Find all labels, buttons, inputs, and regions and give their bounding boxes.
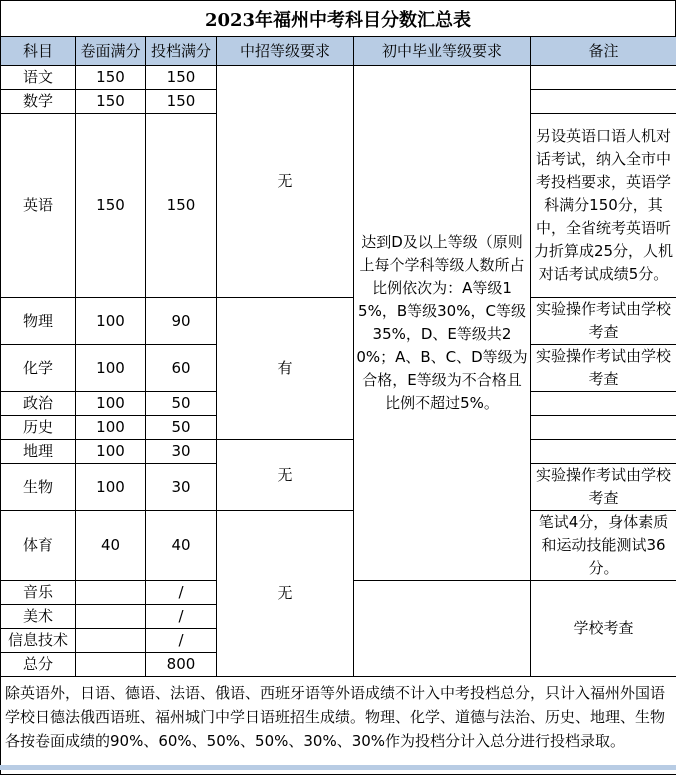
table-row <box>1 440 676 464</box>
subject-cell: 语文 <box>1 66 76 90</box>
toudang-score-cell: / <box>146 605 217 629</box>
footer-note: 除英语外，日语、德语、法语、俄语、西班牙语等外语成绩不计入中考投档总分，只计入福州外国语学校日德法俄西语班、福州城门中学日语班招生成绩。物理、化学、道德与法治、历史、地理、生物各按卷面成绩的90%、60%、50%、50%、30%、30%作为投档分计入总分进行投档录取。 <box>1 677 676 775</box>
full-score-cell: 150 <box>76 90 146 114</box>
subject-cell: 音乐 <box>1 581 76 605</box>
note-cell <box>531 416 676 440</box>
note-english: 另设英语口语人机对话考试，纳入全市中考投档要求，英语学科满分150分，其中，全省统考英语听力折算成25分，人机对话考试成绩5分。 <box>531 114 676 298</box>
header-full-score: 卷面满分 <box>76 37 146 66</box>
header-graduation-grade: 初中毕业等级要求 <box>354 37 531 66</box>
toudang-score-cell: 30 <box>146 464 217 511</box>
full-score-cell: 100 <box>76 392 146 416</box>
toudang-score-cell: 90 <box>146 298 217 345</box>
zhongzhao-cell-group3: 无 <box>217 440 354 511</box>
full-score-cell: 100 <box>76 298 146 345</box>
subject-cell: 化学 <box>1 345 76 392</box>
bottom-bar <box>0 765 676 770</box>
toudang-score-cell: 40 <box>146 511 217 581</box>
header-zhongzhao-grade: 中招等级要求 <box>217 37 354 66</box>
toudang-score-cell: / <box>146 629 217 653</box>
table-title: 2023年福州中考科目分数汇总表 <box>0 0 676 36</box>
toudang-score-cell: 150 <box>146 114 217 298</box>
full-score-cell: 40 <box>76 511 146 581</box>
header-row <box>1 37 676 66</box>
table-row <box>1 511 676 581</box>
graduation-empty-cell <box>354 581 531 677</box>
note-physics: 实验操作考试由学校考查 <box>531 298 676 345</box>
zhongzhao-cell-group2: 有 <box>217 298 354 440</box>
header-notes: 备注 <box>531 37 676 66</box>
toudang-score-cell: 50 <box>146 416 217 440</box>
toudang-score-cell: 50 <box>146 392 217 416</box>
full-score-cell: 150 <box>76 66 146 90</box>
subject-cell: 数学 <box>1 90 76 114</box>
subject-cell: 生物 <box>1 464 76 511</box>
full-score-cell <box>76 653 146 677</box>
header-subject: 科目 <box>1 37 76 66</box>
full-score-cell: 150 <box>76 114 146 298</box>
note-pe: 笔试4分，身体素质和运动技能测试36分。 <box>531 511 676 581</box>
full-score-cell: 100 <box>76 416 146 440</box>
subject-cell: 美术 <box>1 605 76 629</box>
full-score-cell: 100 <box>76 464 146 511</box>
toudang-score-cell: 150 <box>146 66 217 90</box>
toudang-score-cell: 150 <box>146 90 217 114</box>
graduation-requirement-cell: 达到D及以上等级（原则上每个学科等级人数所占比例依次为：A等级15%，B等级30%，C等级35%，D、E等级共20%；A、B、C、D等级为合格，E等级为不合格且比例不超过5%。 <box>354 66 531 581</box>
table-row <box>1 298 676 345</box>
full-score-cell: 100 <box>76 345 146 392</box>
zhongzhao-cell-group1: 无 <box>217 66 354 298</box>
toudang-score-cell: 60 <box>146 345 217 392</box>
subject-cell: 英语 <box>1 114 76 298</box>
zhongzhao-cell-group4: 无 <box>217 511 354 677</box>
note-arts: 学校考查 <box>531 581 676 677</box>
footer-row <box>1 677 676 775</box>
toudang-score-cell: 800 <box>146 653 217 677</box>
score-table <box>0 36 676 775</box>
toudang-score-cell: / <box>146 581 217 605</box>
note-cell <box>531 90 676 114</box>
subject-cell: 地理 <box>1 440 76 464</box>
table-row <box>1 66 676 90</box>
subject-cell: 物理 <box>1 298 76 345</box>
full-score-cell: 100 <box>76 440 146 464</box>
subject-cell: 总分 <box>1 653 76 677</box>
note-cell <box>531 66 676 90</box>
note-cell <box>531 440 676 464</box>
subject-cell: 体育 <box>1 511 76 581</box>
subject-cell: 历史 <box>1 416 76 440</box>
header-toudang-score: 投档满分 <box>146 37 217 66</box>
toudang-score-cell: 30 <box>146 440 217 464</box>
full-score-cell <box>76 581 146 605</box>
full-score-cell <box>76 605 146 629</box>
note-biology: 实验操作考试由学校考查 <box>531 464 676 511</box>
note-cell <box>531 392 676 416</box>
note-chemistry: 实验操作考试由学校考查 <box>531 345 676 392</box>
subject-cell: 政治 <box>1 392 76 416</box>
full-score-cell <box>76 629 146 653</box>
subject-cell: 信息技术 <box>1 629 76 653</box>
